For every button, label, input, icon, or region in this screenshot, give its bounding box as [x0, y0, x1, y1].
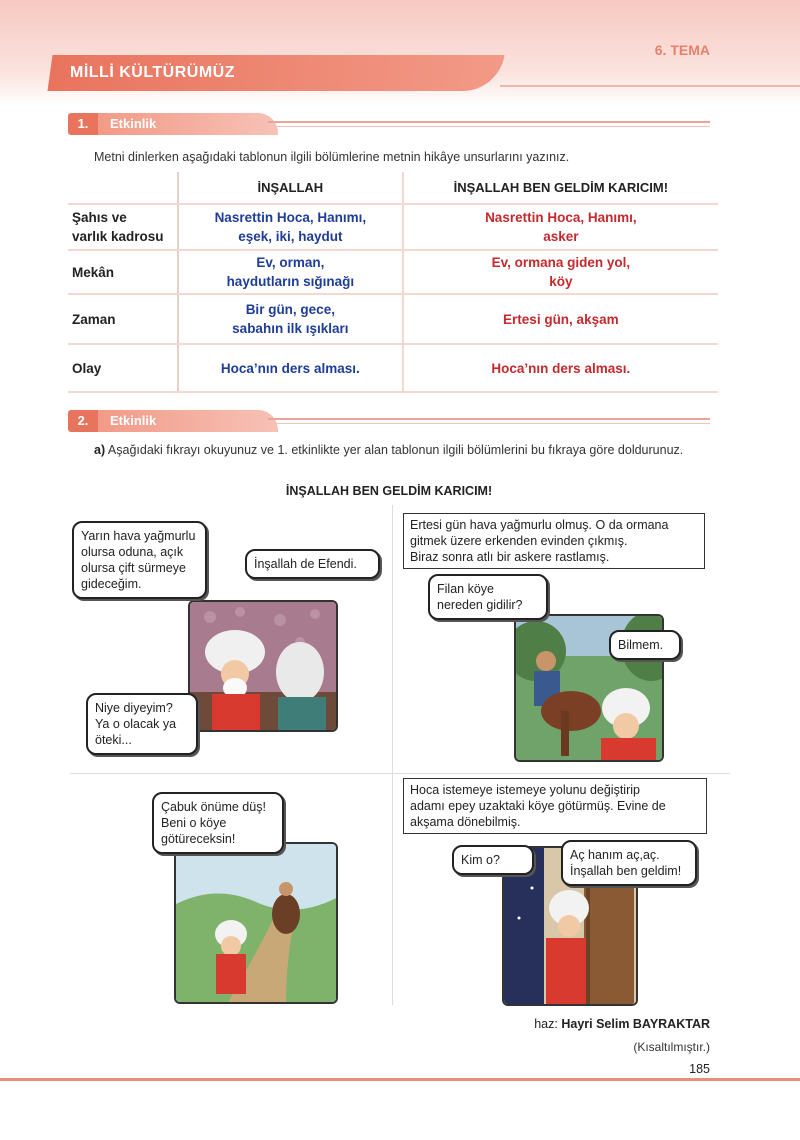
table-cell: Ev, ormana giden yol, köy [403, 250, 718, 294]
author-credit: haz: Hayri Selim BAYRAKTAR [534, 1017, 710, 1031]
table-row-label: Şahıs ve varlık kadrosu [68, 204, 178, 250]
comic-panel1-bubble-a: Yarın hava yağmurlu olursa oduna, açık olursa çift sürmeye gideceğim. [72, 521, 207, 599]
header-rule [500, 85, 800, 87]
table-row-label: Olay [68, 344, 178, 392]
activity1-number: 1. [68, 113, 98, 135]
table-row-label: Mekân [68, 250, 178, 294]
comic-panel4-bubble-a: Kim o? [452, 845, 534, 875]
comic-panel1-bubble-c: Niye diyeyim? Ya o olacak ya öteki... [86, 693, 198, 755]
activity2-label: Etkinlik [98, 410, 278, 432]
table-row [68, 294, 718, 344]
page-number: 185 [689, 1062, 710, 1076]
comic-panel2-bubble-b: Bilmem. [609, 630, 681, 660]
table-row [68, 250, 718, 294]
comic-panel3-illustration [174, 842, 338, 1004]
activity2-rule-thin [268, 423, 710, 424]
comic-panel3-bubble-a: Çabuk önüme düş! Beni o köye götüreceksin! [152, 792, 284, 854]
activity2-question [68, 440, 712, 460]
activity1-label: Etkinlik [98, 113, 278, 135]
table-row-label: Zaman [68, 294, 178, 344]
comic-panel2-bubble-a: Filan köye nereden gidilir? [428, 574, 548, 620]
table-col-header: İNŞALLAH [178, 172, 403, 204]
section-title: MİLLİ KÜLTÜRÜMÜZ [70, 64, 235, 81]
comic-panel1-bubble-b: İnşallah de Efendi. [245, 549, 380, 579]
theme-label: 6. TEMA [654, 42, 710, 58]
activity1-rule [268, 121, 710, 123]
question-letter: a) [94, 443, 106, 457]
table-col-header: İNŞALLAH BEN GELDİM KARICIM! [403, 172, 718, 204]
panel-divider-vertical [392, 505, 393, 1005]
comic-panel4-caption: Hoca istemeye istemeye yolunu değiştirip adamı epey uzaktaki köye götürmüş. Evine de akşama dönebilmiş. [403, 778, 707, 834]
comic-panel2-caption: Ertesi gün hava yağmurlu olmuş. O da ormana gitmek üzere erkenden evinden çıkmış. Biraz sonra atlı bir askere rastlamış. [403, 513, 705, 569]
activity2-number: 2. [68, 410, 98, 432]
table-cell: Bir gün, gece, sabahın ilk ışıkları [178, 294, 403, 344]
question-text: Aşağıdaki fıkrayı okuyunuz ve 1. etkinlikte yer alan tablonun ilgili bölümlerini bu fıkraya göre doldurunuz. [107, 443, 684, 457]
story-elements-table [68, 172, 718, 393]
activity1-instruction: Metni dinlerken aşağıdaki tablonun ilgili bölümlerine metnin hikâye unsurlarını yazınız. [94, 150, 570, 164]
abbreviation-note: (Kısaltılmıştır.) [633, 1040, 710, 1054]
table-cell: Ertesi gün, akşam [403, 294, 718, 344]
table-cell: Hoca’nın ders alması. [403, 344, 718, 392]
activity1-rule-thin [268, 126, 710, 127]
story-title: İNŞALLAH BEN GELDİM KARICIM! [285, 484, 493, 498]
panel-divider-horizontal [70, 773, 730, 774]
table-row [68, 344, 718, 392]
table-corner-cell [68, 172, 178, 204]
table-header-row [68, 172, 718, 204]
table-row [68, 204, 718, 250]
activity2-rule [268, 418, 710, 420]
table-cell: Ev, orman, haydutların sığınağı [178, 250, 403, 294]
footer-rule [0, 1078, 800, 1081]
table-cell: Nasrettin Hoca, Hanımı, asker [403, 204, 718, 250]
comic-panel1-illustration [188, 600, 338, 732]
comic-panel4-bubble-b: Aç hanım aç,aç. İnşallah ben geldim! [561, 840, 697, 886]
table-cell: Nasrettin Hoca, Hanımı, eşek, iki, haydut [178, 204, 403, 250]
table-cell: Hoca’nın ders alması. [178, 344, 403, 392]
